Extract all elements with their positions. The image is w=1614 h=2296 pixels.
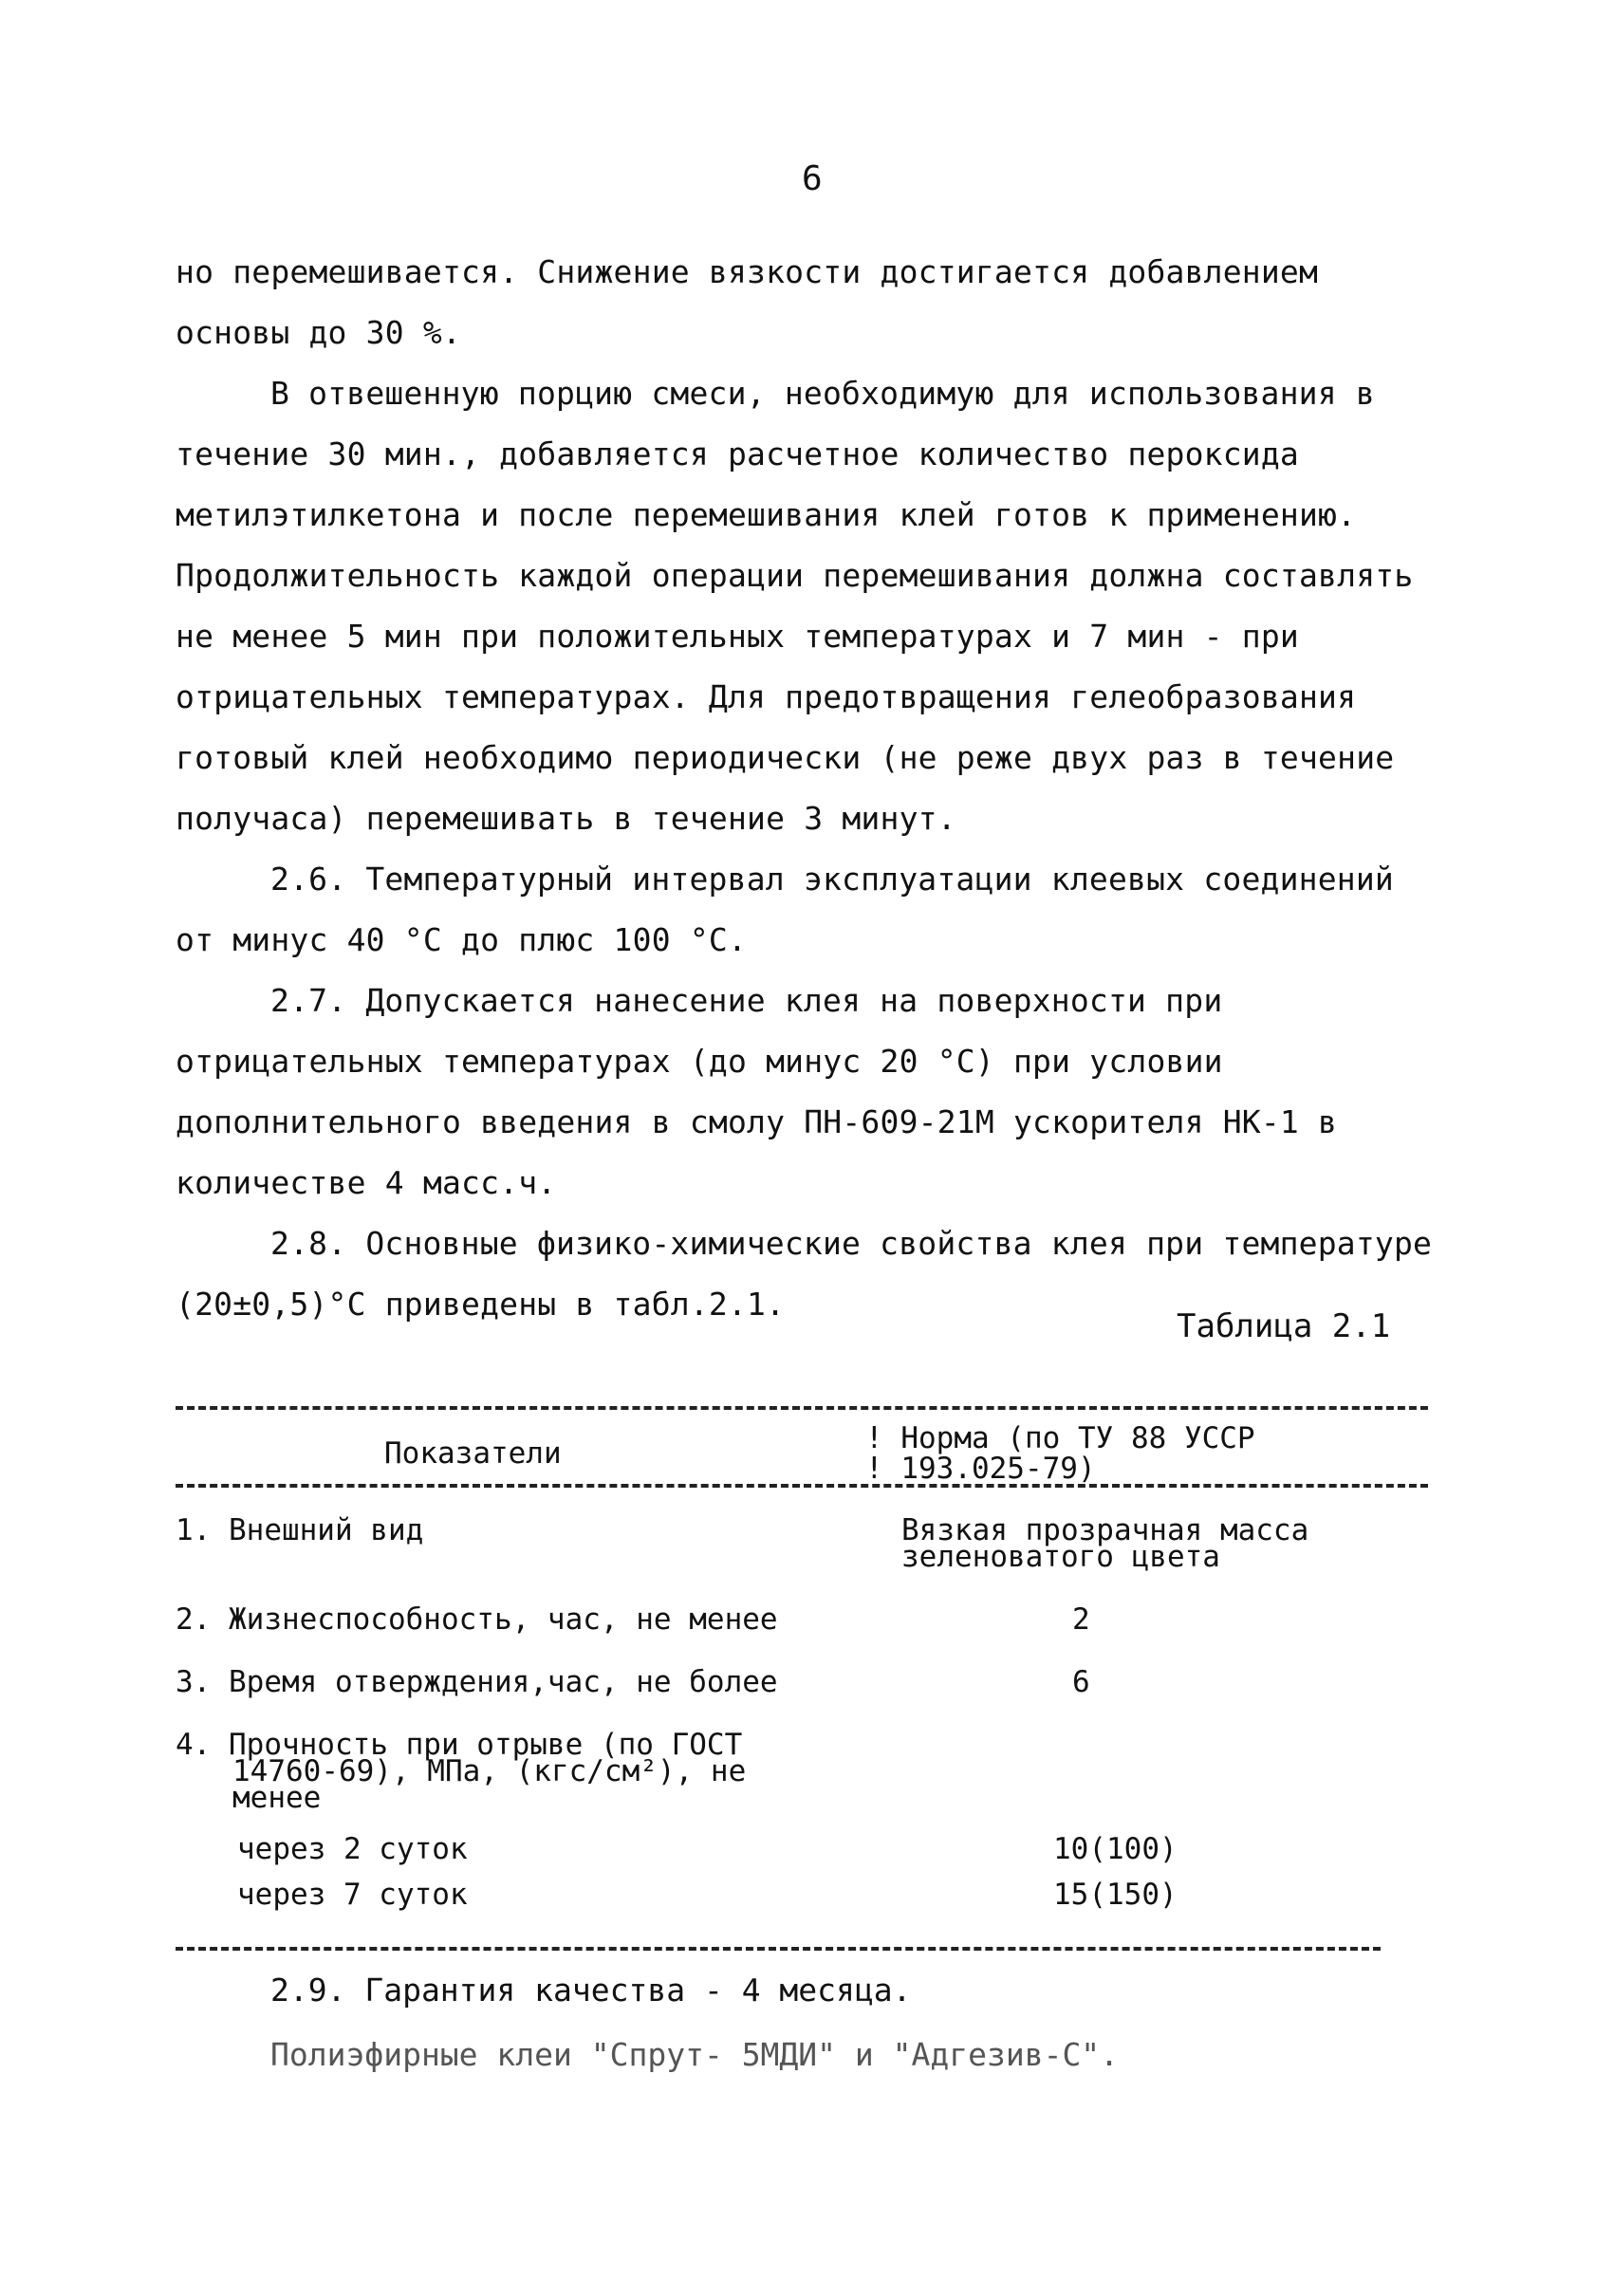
row-4-sub1-name: через 2 суток bbox=[237, 1832, 468, 1866]
paragraph-2-6: 2.6. Температурный интервал эксплуатации клеевых соединений от минус 40 °С до плюс 100 °С. bbox=[176, 861, 1394, 958]
row-2-value: 2 bbox=[1072, 1602, 1090, 1637]
row-1-value-line2: зеленоватого цвета bbox=[901, 1540, 1220, 1574]
row-1-value-line1: Вязкая прозрачная масса bbox=[901, 1513, 1309, 1547]
row-3-name: 3. Время отверждения,час, не более bbox=[176, 1665, 778, 1699]
table-header-rule bbox=[176, 1484, 1428, 1488]
page-number: 6 bbox=[802, 159, 823, 198]
table-bottom-rule bbox=[176, 1947, 1381, 1951]
table-top-rule bbox=[176, 1406, 1428, 1410]
row-3-value: 6 bbox=[1072, 1665, 1090, 1699]
table-title: Таблица 2.1 bbox=[1177, 1307, 1391, 1345]
table-header-norm-line1: ! Норма (по ТУ 88 УССР bbox=[865, 1421, 1255, 1455]
footer-note: Полиэфирные клеи "Спрут- 5МДИ" и "Адгезив-С". bbox=[270, 2036, 1120, 2073]
row-4-sub2-value: 15(150) bbox=[1053, 1878, 1178, 1912]
row-2-name: 2. Жизнеспособность, час, не менее bbox=[176, 1602, 778, 1637]
paragraph-mixing: В отвешенную порцию смеси, необходимую для использования в течение 30 мин., добавляется расчетное количество пероксида метилэтилкетона и после перемешивания клей готов к применению. Продолжительность каждой операции перемешивания должна составлять не менее 5 мин при положительных температурах и 7 мин - при отрицательных температурах. Для предотвращения гелеобразования готовый клей необходимо периодически (не реже двух раз в течение получаса) перемешивать в течение 3 минут. bbox=[176, 375, 1414, 837]
paragraph-continuation: но перемешивается. Снижение вязкости достигается добавлением основы до 30 %. bbox=[176, 253, 1319, 351]
row-4-name-line2: 14760-69), МПа, (кгс/см²), не bbox=[232, 1754, 747, 1788]
paragraph-2-8: 2.8. Основные физико-химические свойства клея при температуре (20±0,5)°С приведены в табл.2.1. bbox=[176, 1225, 1433, 1323]
row-4-sub1-value: 10(100) bbox=[1053, 1832, 1178, 1866]
guarantee-text: 2.9. Гарантия качества - 4 месяца. bbox=[270, 1972, 912, 2009]
row-4-sub2-name: через 7 суток bbox=[237, 1878, 468, 1912]
row-4-name-line3: менее bbox=[232, 1781, 322, 1815]
row-4-name-line1: 4. Прочность при отрыве (по ГОСТ bbox=[176, 1728, 743, 1762]
table-header-norm-line2: ! 193.025-79) bbox=[865, 1452, 1096, 1486]
row-1-name: 1. Внешний вид bbox=[176, 1513, 424, 1547]
paragraph-2-7: 2.7. Допускается нанесение клея на поверхности при отрицательных температурах (до минус 20 °С) при условии дополнительного введения в смолу ПН-609-21М ускорителя НК-1 в количестве 4 масс.ч. bbox=[176, 982, 1338, 1201]
table-header-indicator: Показатели bbox=[384, 1436, 562, 1471]
body-text bbox=[176, 242, 1442, 1335]
